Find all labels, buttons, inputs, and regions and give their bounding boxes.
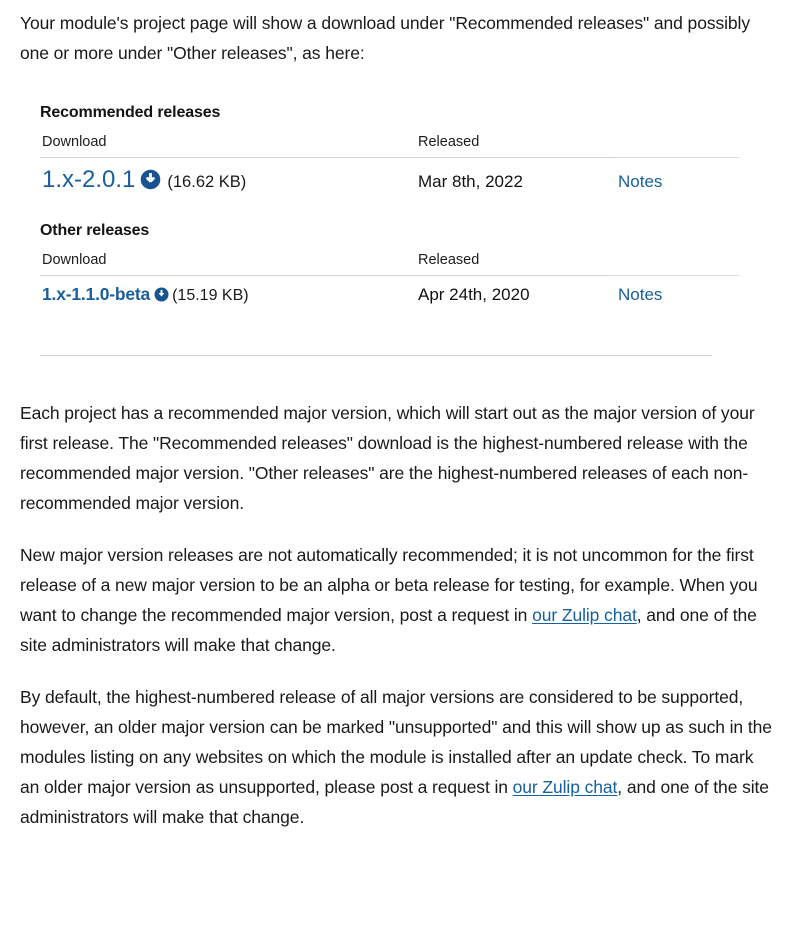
column-header-notes [614, 134, 740, 158]
paragraph-spacer [20, 518, 775, 540]
release-filesize: (16.62 KB) [167, 173, 247, 191]
release-notes-link[interactable]: Notes [618, 285, 663, 304]
paragraph-3-text-before: By default, the highest-numbered release of all major versions are considered to be supported, however, an older major version can be marked "unsupported" and this will show up as such in the modules listing on any websites on which the module is installed after an update check. To mark an older major version as unsupported, please post a request in [20, 687, 772, 797]
divider-bottom-spacer [20, 356, 775, 398]
release-example-block [40, 104, 730, 311]
table-row [40, 158, 740, 200]
paragraph-spacer [20, 660, 775, 682]
section-spacer [40, 200, 730, 222]
column-header-download: Download [40, 134, 414, 158]
release-version-label: 1.x-2.0.1 [42, 166, 136, 193]
notes-cell [614, 276, 740, 311]
release-download-link[interactable] [42, 166, 161, 193]
table-header-row [40, 252, 740, 276]
column-header-released: Released [414, 252, 614, 276]
released-cell [414, 276, 614, 311]
column-header-download: Download [40, 252, 414, 276]
released-cell [414, 158, 614, 200]
download-circle-icon [154, 286, 169, 301]
zulip-chat-link[interactable]: our Zulip chat [512, 777, 618, 797]
release-version-label: 1.x-1.1.0-beta [42, 284, 151, 304]
body-paragraph-2 [20, 540, 775, 660]
other-releases-table [40, 252, 740, 311]
intro-paragraph: Your module's project page will show a download under "Recommended releases" and possibly one or more under "Other releases", as here: [20, 13, 750, 63]
release-filesize: (15.19 KB) [172, 287, 249, 304]
download-cell [40, 158, 414, 200]
recommended-releases-heading: Recommended releases [40, 104, 221, 121]
download-circle-icon [140, 169, 161, 190]
paragraph-2-text-after: , and one of the site administrators will make that change. [20, 605, 757, 655]
column-header-released: Released [414, 134, 614, 158]
body-paragraph-3 [20, 682, 775, 832]
release-download-link[interactable] [42, 284, 169, 304]
notes-cell [614, 158, 740, 200]
other-releases-heading: Other releases [40, 222, 150, 239]
paragraph-2-text-before: New major version releases are not automatically recommended; it is not uncommon for the first release of a new major version to be an alpha or beta release for testing, for example. When you want to change the recommended major version, post a request in [20, 545, 758, 625]
table-header-row [40, 134, 740, 158]
paragraph-3-text-after: , and one of the site administrators will make that change. [20, 777, 769, 827]
divider-top-spacer [20, 311, 775, 355]
release-notes-link[interactable]: Notes [618, 172, 663, 191]
zulip-chat-link[interactable]: our Zulip chat [532, 605, 637, 625]
body-paragraph-1: Each project has a recommended major version, which will start out as the major version of your first release. The "Recommended releases" download is the highest-numbered release with the recommended major version. "Other releases" are the highest-numbered releases of each non-recommended major version. [20, 403, 755, 513]
download-cell [40, 276, 414, 311]
column-header-notes [614, 252, 740, 276]
recommended-releases-table [40, 134, 740, 200]
release-date: Mar 8th, 2022 [418, 172, 523, 191]
release-date: Apr 24th, 2020 [418, 285, 530, 304]
table-row [40, 276, 740, 311]
